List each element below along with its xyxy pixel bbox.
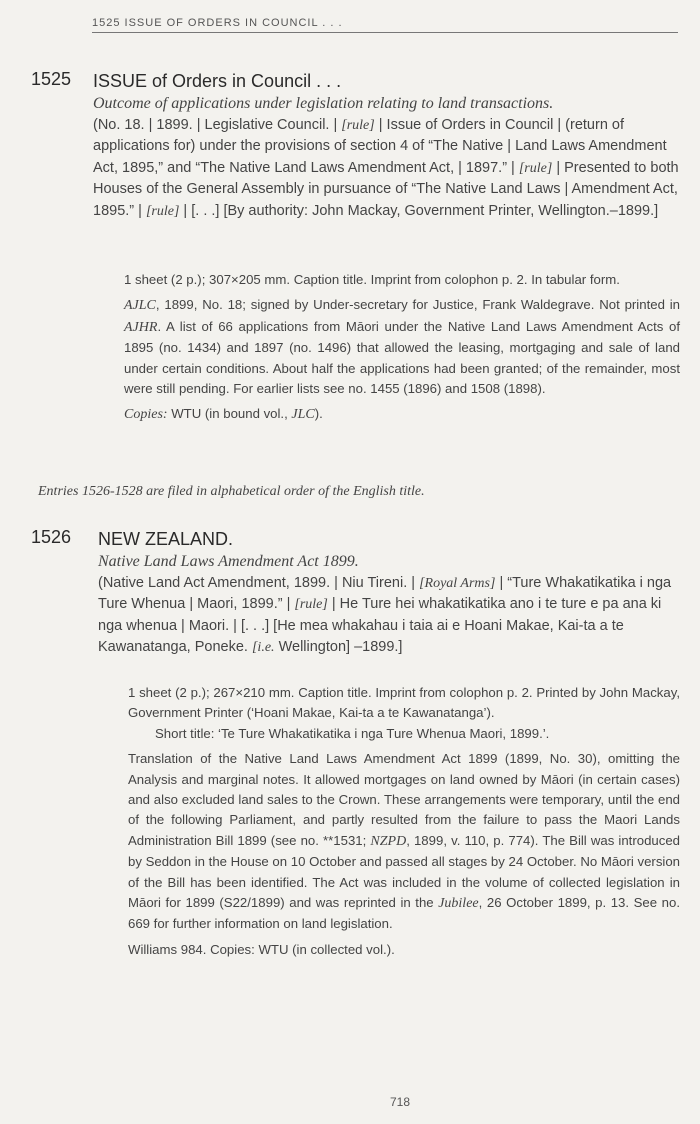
entry-body xyxy=(98,527,680,659)
note-paragraph: Translation of the Native Land Laws Amendment Act 1899 (1899, No. 30), omitting the Analysis and marginal notes. It allowed mortgages on land owned by Māori (in certain cases) and also excluded land sales to the Crown. These arrangements were temporary, until the end of the following Parliament, and partly resulted from the failure to pass the Maori Lands Administration Bill 1899 (see no. **1531; NZPD, 1899, v. 110, p. 774). The Bill was introduced by Seddon in the House on 10 October and passed all stages by 24 October. No Māori version of the Bill has been identified. The Act was included in the volume of collected legislation in Māori for 1899 (S22/1899) and was reprinted in the Jubilee, 26 October 1899, p. 13. See no. 669 for further information on land legislation. xyxy=(128,751,681,932)
title-transcription: (No. 18. | 1899. | Legislative Council. | [rule] | Issue of Orders in Council | (return of applications for) under the provisions of section 4 of “The Native | Land Laws Amendment Act, 1895,” and “The Native Land Laws Amendment Act, | 1897.” | [rule] | Presented to both Houses of the General Assembly in pursuance of “The Native Land Laws | Amendment Act, 1895.” | [rule] | [. . .] [By authority: John Mackay, Government Printer, Wellington.–1899.] xyxy=(93,117,679,219)
entry-number: 1525 xyxy=(31,69,72,89)
entry-subtitle: Outcome of applications under legislation relating to land transactions. xyxy=(93,95,554,112)
copies-line: Williams 984. Copies: WTU (in collected vol.). xyxy=(128,941,395,957)
short-title: Short title: ‘Te Ture Whakatikatika i nga Ture Whenua Maori, 1899.’. xyxy=(155,725,550,741)
entry-number: 1526 xyxy=(31,527,72,547)
filing-note: Entries 1526-1528 are filed in alphabetical order of the English title. xyxy=(38,484,425,499)
physical-description: 1 sheet (2 p.); 307×205 mm. Caption title. Imprint from colophon p. 2. In tabular form. xyxy=(124,272,620,287)
entry-title: NEW ZEALAND. xyxy=(98,529,234,549)
entry-subtitle: Native Land Laws Amendment Act 1899. xyxy=(98,553,359,570)
note-paragraph: AJLC, 1899, No. 18; signed by Under-secretary for Justice, Frank Waldegrave. Not printed in AJHR. A list of 66 applications from Māori under the Native Land Laws Amendment Acts of 1895 (no. 1434) and 1897 (no. 1496) that allowed the leasing, mortgaging and sale of land under certain conditions. About half the applications had been granted; of the remainder, most were still pending. For earlier lists see no. 1455 (1896) and 1508 (1898). xyxy=(124,297,680,397)
entry-notes xyxy=(128,683,680,960)
entry-title: ISSUE of Orders in Council . . . xyxy=(93,71,342,91)
page-number: 718 xyxy=(389,1095,411,1109)
title-transcription: (Native Land Act Amendment, 1899. | Niu Tireni. | [Royal Arms] | “Ture Whakatikatika i nga Ture Whenua | Maori, 1899.” | [rule] | He Ture hei whakatikatika ano i te ture e pa ana ki nga whenua | Maori. | [. . .] [He mea whakahau i taia ai e Hoani Makae, Kai-ta a te Kawanatanga, Poneke. [i.e. Wellington] –1899.] xyxy=(98,575,672,656)
entry-notes xyxy=(124,270,680,426)
running-head: 1525 ISSUE OF ORDERS IN COUNCIL . . . xyxy=(92,17,678,33)
entry-body xyxy=(93,69,680,222)
physical-description: 1 sheet (2 p.); 267×210 mm. Caption title. Imprint from colophon p. 2. Printed by John Mackay, Government Printer (‘Hoani Makae, Kai-ta a te Kawanatanga’). xyxy=(128,685,680,721)
copies-line: Copies: WTU (in bound vol., JLC). xyxy=(124,406,323,423)
